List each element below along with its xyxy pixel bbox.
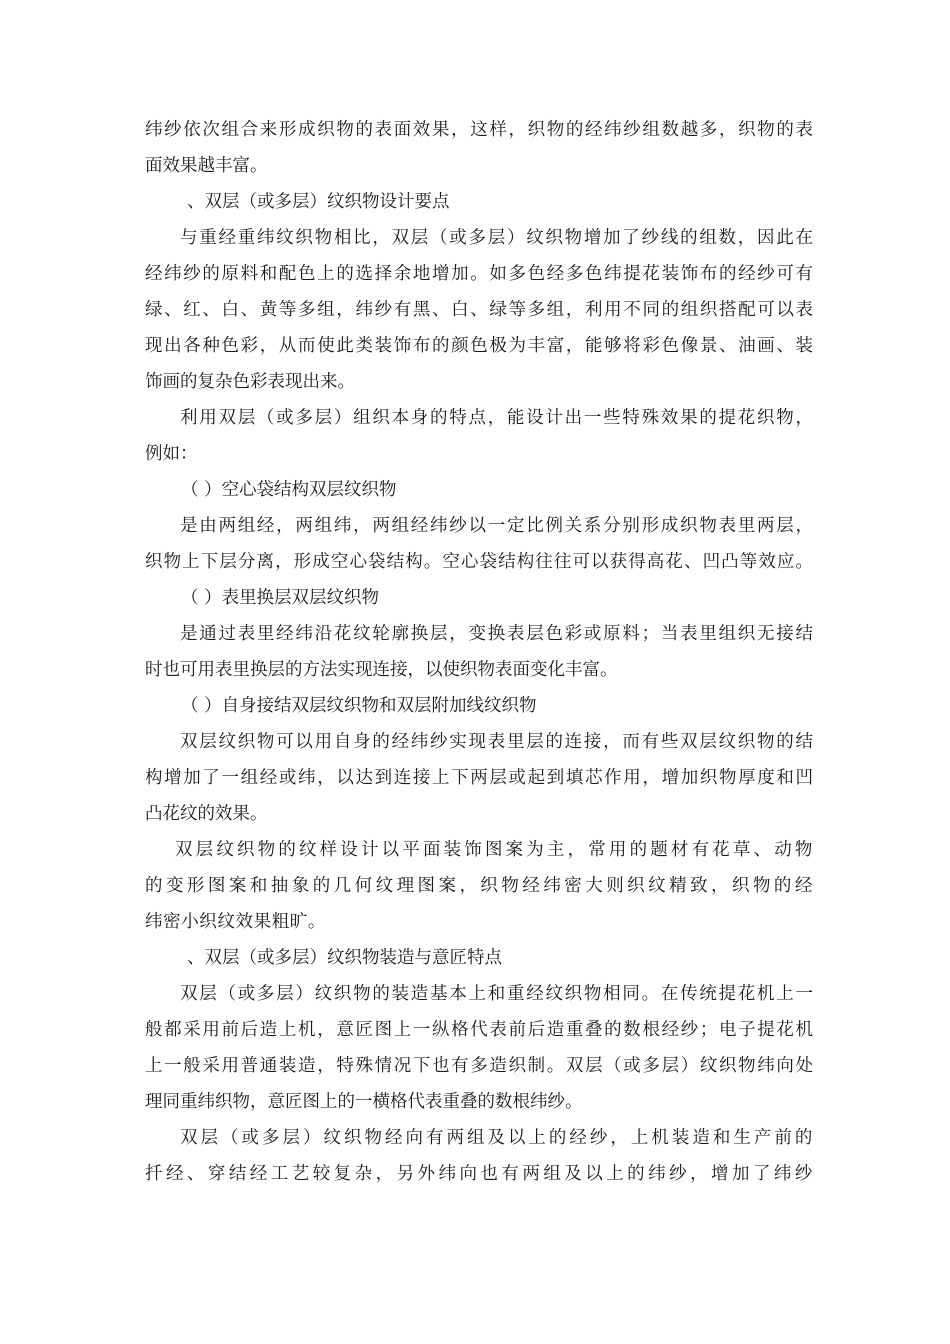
section-heading: 、双层（或多层）纹织物装造与意匠特点 <box>187 948 502 968</box>
subsection-heading: （ ）空心袋结构双层纹织物 <box>181 480 397 500</box>
paragraph-line: 双层纹织物的纹样设计以平面装饰图案为主，常用的题材有花草、动物 <box>175 840 813 860</box>
paragraph-line: 面效果越丰富。 <box>145 156 268 176</box>
paragraph-line: 与重经重纬纹织物相比，双层（或多层）纹织物增加了纱线的组数，因此在 <box>180 228 813 248</box>
paragraph-line: 双层纹织物可以用自身的经纬纱实现表里层的连接，而有些双层纹织物的结 <box>180 732 813 752</box>
paragraph-line: 的变形图案和抽象的几何纹理图案，织物经纬密大则织纹精致，织物的经 <box>145 876 813 896</box>
paragraph-line: 双层（或多层）纹织物的装造基本上和重经纹织物相同。在传统提花机上一 <box>180 984 813 1004</box>
paragraph-line: 时也可用表里换层的方法实现连接，以使织物表面变化丰富。 <box>145 660 618 680</box>
paragraph-line: 织物上下层分离，形成空心袋结构。空心袋结构往往可以获得高花、凹凸等效应。 <box>145 552 813 572</box>
paragraph-line: 凸花纹的效果。 <box>145 804 268 824</box>
paragraph-line: 构增加了一组经或纬，以达到连接上下两层或起到填芯作用，增加织物厚度和凹 <box>145 768 813 788</box>
paragraph-line: 纬密小织纹效果粗旷。 <box>145 912 326 932</box>
paragraph-line: 绿、红、白、黄等多组，纬纱有黑、白、绿等多组，利用不同的组织搭配可以表 <box>145 300 813 320</box>
paragraph-line: 般都采用前后造上机，意匠图上一纵格代表前后造重叠的数根经纱；电子提花机 <box>145 1020 813 1040</box>
paragraph-line: 上一般采用普通装造，特殊情况下也有多造织制。双层（或多层）纹织物纬向处 <box>145 1056 813 1076</box>
paragraph-line: 例如： <box>145 444 198 464</box>
paragraph-line: 是由两组经，两组纬，两组经纬纱以一定比例关系分别形成织物表里两层， <box>180 516 813 536</box>
paragraph-line: 纬纱依次组合来形成织物的表面效果，这样，织物的经纬纱组数越多，织物的表 <box>145 120 813 140</box>
paragraph-line: 是通过表里经纬沿花纹轮廓换层，变换表层色彩或原料；当表里组织无接结 <box>180 624 813 644</box>
paragraph-line: 经纬纱的原料和配色上的选择余地增加。如多色经多色纬提花装饰布的经纱可有 <box>145 264 813 284</box>
paragraph-line: 双层（或多层）纹织物经向有两组及以上的经纱，上机装造和生产前的 <box>180 1128 813 1148</box>
paragraph-line: 饰画的复杂色彩表现出来。 <box>145 372 355 392</box>
subsection-heading: （ ）自身接结双层纹织物和双层附加线纹织物 <box>181 696 537 716</box>
section-heading: 、双层（或多层）纹织物设计要点 <box>187 192 450 212</box>
subsection-heading: （ ）表里换层双层纹织物 <box>181 588 380 608</box>
document-page <box>145 112 813 1192</box>
paragraph-line: 理同重纬织物，意匠图上的一横格代表重叠的数根纬纱。 <box>145 1092 583 1112</box>
paragraph-line: 现出各种色彩，从而使此类装饰布的颜色极为丰富，能够将彩色像景、油画、装 <box>145 336 813 356</box>
paragraph-line: 扦经、穿结经工艺较复杂，另外纬向也有两组及以上的纬纱，增加了纬纱 <box>145 1164 813 1184</box>
paragraph-line: 利用双层（或多层）组织本身的特点，能设计出一些特殊效果的提花织物， <box>180 408 813 428</box>
